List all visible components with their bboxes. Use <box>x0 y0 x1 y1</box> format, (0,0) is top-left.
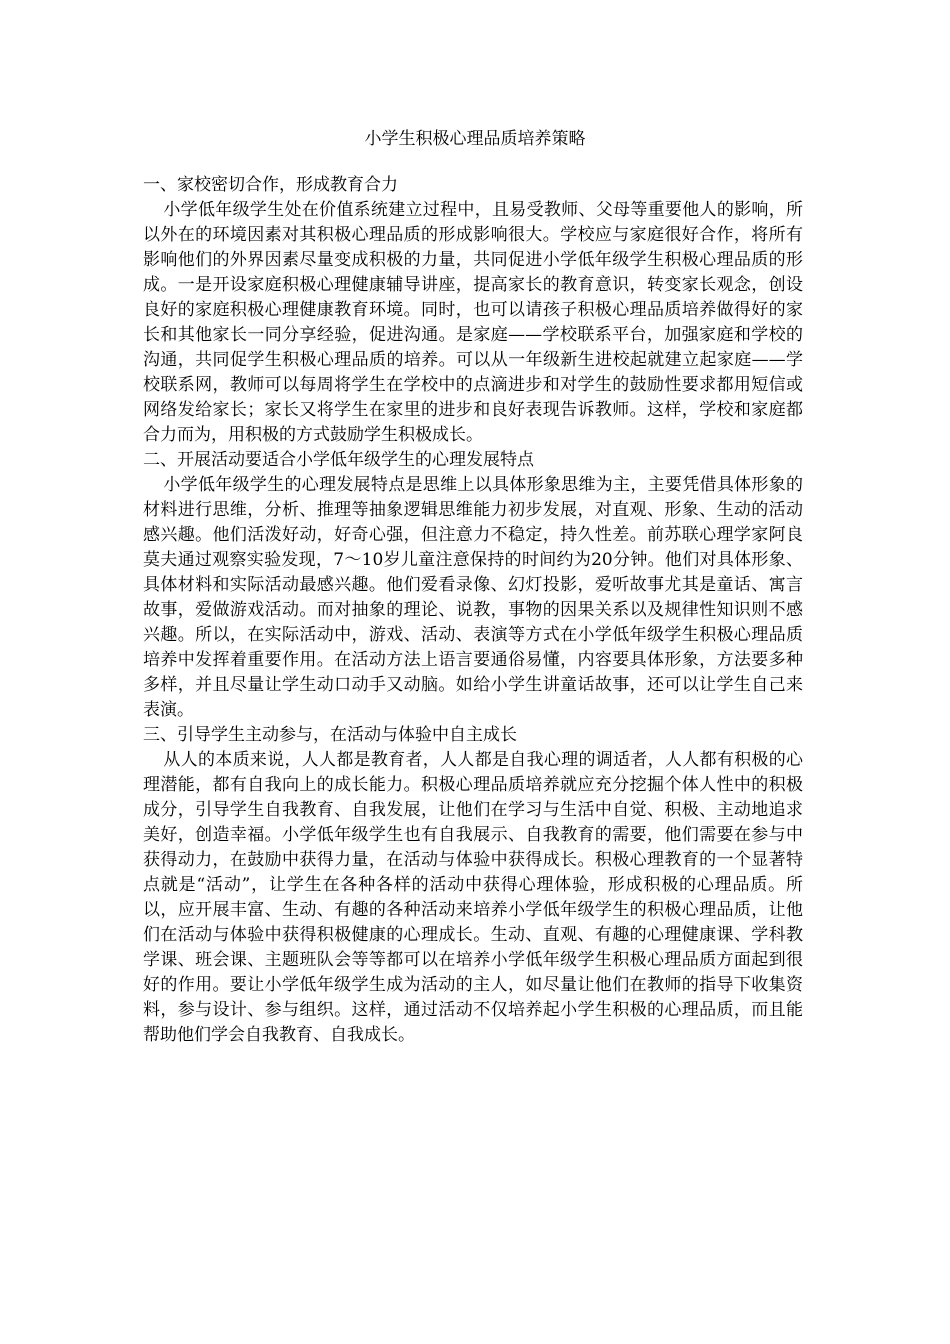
document-body <box>143 173 803 1048</box>
section-heading-2: 二、开展活动要适合小学低年级学生的心理发展特点 <box>143 450 534 470</box>
section-heading-1: 一、家校密切合作，形成教育合力 <box>143 175 398 195</box>
section-paragraph-3: 从人的本质来说，人人都是教育者，人人都是自我心理的调适者，人人都有积极的心理潜能，都有自我向上的成长能力。积极心理品质培养就应充分挖掘个体人性中的积极成分，引导学生自我教育、自我发展，让他们在学习与生活中自觉、积极、主动地追求美好，创造幸福。小学低年级学生也有自我展示、自我教育的需要，他们需要在参与中获得动力，在鼓励中获得力量，在活动与体验中获得成长。积极心理教育的一个显著特点就是“活动”，让学生在各种各样的活动中获得心理体验，形成积极的心理品质。所以，应开展丰富、生动、有趣的各种活动来培养小学低年级学生的积极心理品质，让他们在活动与体验中获得积极健康的心理成长。生动、直观、有趣的心理健康课、学科教学课、班会课、主题班队会等等都可以在培养小学低年级学生积极心理品质方面起到很好的作用。要让小学低年级学生成为活动的主人，如尽量让他们在教师的指导下收集资料，参与设计、参与组织。这样，通过活动不仅培养起小学生积极的心理品质，而且能帮助他们学会自我教育、自我成长。 <box>143 750 803 1045</box>
section-paragraph-1: 小学低年级学生处在价值系统建立过程中，且易受教师、父母等重要他人的影响，所以外在的环境因素对其积极心理品质的形成影响很大。学校应与家庭很好合作，将所有影响他们的外界因素尽量变成积极的力量，共同促进小学低年级学生积极心理品质的形成。一是开设家庭积极心理健康辅导讲座，提高家长的教育意识，转变家长观念，创设良好的家庭积极心理健康教育环境。同时，也可以请孩子积极心理品质培养做得好的家长和其他家长一同分享经验，促进沟通。是家庭——学校联系平台，加强家庭和学校的沟通，共同促学生积极心理品质的培养。可以从一年级新生进校起就建立起家庭——学校联系网，教师可以每周将学生在学校中的点滴进步和对学生的鼓励性要求都用短信或网络发给家长；家长又将学生在家里的进步和良好表现告诉教师。这样，学校和家庭都合力而为，用积极的方式鼓励学生积极成长。 <box>143 200 803 445</box>
section-heading-3: 三、引导学生主动参与，在活动与体验中自主成长 <box>143 725 517 745</box>
document-title: 小学生积极心理品质培养策略 <box>364 129 586 149</box>
section-paragraph-2: 小学低年级学生的心理发展特点是思维上以具体形象思维为主，主要凭借具体形象的材料进行思维，分析、推理等抽象逻辑思维能力初步发展，对直观、形象、生动的活动感兴趣。他们活泼好动，好奇心强，但注意力不稳定，持久性差。前苏联心理学家阿良莫夫通过观察实验发现，7～10岁儿童注意保持的时间约为20分钟。他们对具体形象、具体材料和实际活动最感兴趣。他们爱看录像、幻灯投影，爱听故事尤其是童话、寓言故事，爱做游戏活动。而对抽象的理论、说教，事物的因果关系以及规律性知识则不感兴趣。所以，在实际活动中，游戏、活动、表演等方式在小学低年级学生积极心理品质培养中发挥着重要作用。在活动方法上语言要通俗易懂，内容要具体形象，方法要多种多样，并且尽量让学生动口动手又动脑。如给小学生讲童话故事，还可以让学生自己来表演。 <box>143 475 803 720</box>
